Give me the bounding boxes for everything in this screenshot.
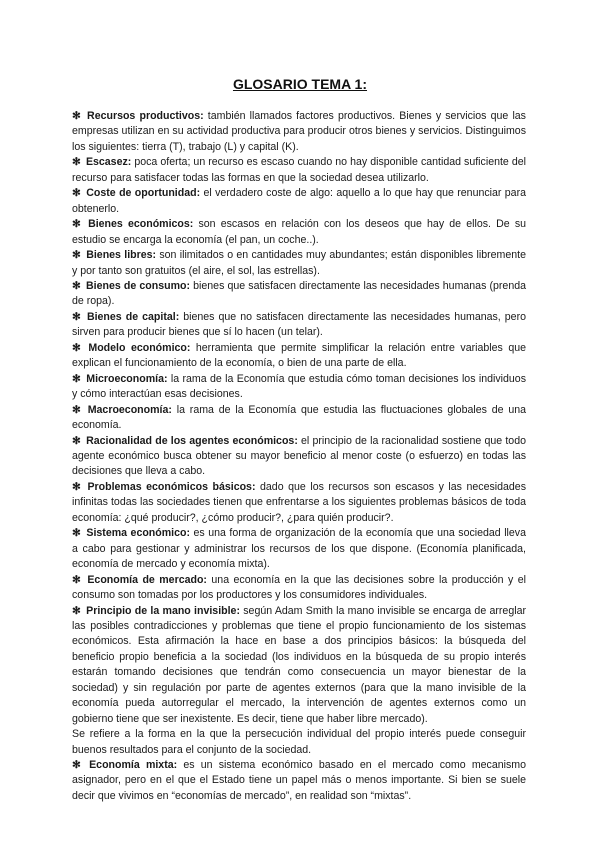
glossary-note: Se refiere a la forma en la que la persecución individual del propio interés puede conseguir buenos resultados para el conjunto de la sociedad. (72, 728, 526, 756)
glossary-term: Principio de la mano invisible: (86, 604, 240, 617)
glossary-definition: según Adam Smith la mano invisible se encarga de arreglar las posibles contradicciones y problemas que tiene el propio funcionamiento de los sistemas económicos. Esta afirmación la hace en base a dos principios básicos: la búsqueda del beneficio propio beneficia a la sociedad (los individuos en la búsqueda de su propio interés estarán tomando decisiones que tendrán como consecuencia un mayor bienestar de la sociedad) y sin regulación por parte de agentes externos (para que la mano invisible de la economía pueda autorregular el mercado, la intervención de agentes externos como un gobierno tiene que ser inexistente. Es decir, tiene que haber libre mercado). (72, 604, 526, 725)
glossary-entry (72, 186, 526, 217)
glossary-term: Macroeconomía: (87, 403, 172, 416)
glossary-definition: el principio de la racionalidad sostiene que todo agente económico busca obtener su mayor beneficio al menor coste (o esfuerzo) en todas las decisiones que lleva a cabo. (72, 434, 526, 478)
glossary-term: Coste de oportunidad: (86, 187, 201, 200)
asterisk-icon: ✻ (72, 279, 81, 292)
glossary-entry (72, 372, 526, 403)
glossary-term: Microeconomía: (86, 372, 168, 385)
glossary-term: Bienes libres: (86, 249, 157, 262)
glossary-definition: es un sistema económico basado en el mercado como mecanismo asignador, pero en el que el Estado tiene un papel más o menos importante. Si bien se suele decir que vivimos en “economías de mercado”, en realidad son “mixtas”. (72, 759, 526, 802)
glossary-term: Bienes de consumo: (86, 279, 191, 292)
glossary-entry (72, 217, 526, 248)
glossary-entry (72, 155, 526, 186)
glossary-body (72, 109, 526, 804)
glossary-definition: son escasos en relación con los deseos que hay de ellos. De su estudio se encarga la economía (el pan, un coche..). (72, 218, 527, 246)
glossary-term: Escasez: (85, 156, 132, 169)
glossary-entry (72, 310, 526, 341)
glossary-entry (72, 604, 526, 728)
glossary-entry (72, 758, 526, 804)
glossary-term: Racionalidad de los agentes económicos: (86, 434, 298, 447)
glossary-definition: bienes que no satisfacen directamente las necesidades humanas, pero sirven para producir bienes que sí lo hacen (un telar). (72, 310, 526, 339)
asterisk-icon: ✻ (72, 573, 81, 586)
asterisk-icon: ✻ (72, 480, 81, 493)
glossary-definition: la rama de la Economía que estudia las fluctuaciones globales de una economía. (72, 403, 526, 432)
glossary-definition: dado que los recursos son escasos y las necesidades infinitas todas las sociedades tienen que enfrentarse a los siguientes problemas básicos de toda economía: ¿qué producir?, ¿cómo producir?, ¿para quién producir?. (72, 480, 526, 524)
glossary-definition: también llamados factores productivos. Bienes y servicios que las empresas utilizan en su actividad productiva para producir otros bienes y servicios. Distinguimos los siguientes: tierra (T), trabajo (L) y capital (K). (72, 110, 526, 153)
glossary-definition: son ilimitados o en cantidades muy abundantes; están disponibles libremente y por tanto son gratuitos (el aire, el sol, las estrellas). (72, 249, 526, 277)
glossary-entry (72, 403, 526, 434)
glossary-term: Problemas económicos básicos: (87, 480, 256, 493)
asterisk-icon: ✻ (72, 310, 81, 323)
glossary-entry (72, 573, 526, 604)
glossary-term: Bienes de capital: (86, 310, 180, 323)
glossary-term: Bienes económicos: (88, 218, 194, 231)
asterisk-icon: ✻ (72, 156, 81, 169)
asterisk-icon: ✻ (72, 218, 81, 231)
glossary-definition: una economía en la que las decisiones sobre la producción y el consumo son tomadas por los productores y los consumidores individuales. (72, 573, 527, 602)
glossary-term: Modelo económico: (88, 341, 191, 354)
page-title: GLOSARIO TEMA 1: (232, 76, 368, 92)
asterisk-icon: ✻ (72, 759, 81, 772)
asterisk-icon: ✻ (72, 372, 81, 385)
glossary-entry (72, 526, 526, 572)
glossary-entry (72, 279, 526, 310)
glossary-definition: bienes que satisfacen directamente las necesidades humanas (prenda de ropa). (72, 279, 527, 308)
glossary-entry (72, 109, 526, 155)
glossary-entry (72, 480, 526, 526)
asterisk-icon: ✻ (72, 434, 81, 447)
asterisk-icon: ✻ (72, 341, 81, 354)
glossary-entry (72, 248, 526, 279)
glossary-definition: poca oferta; un recurso es escaso cuando no hay disponible cantidad suficiente del recurso para satisfacer todas las formas en que la sociedad desea utilizarlo. (72, 156, 526, 184)
asterisk-icon: ✻ (72, 187, 81, 200)
glossary-definition: herramienta que permite simplificar la relación entre variables que explican el funcionamiento de la economía, o bien de una parte de ella. (72, 341, 526, 370)
glossary-definition: la rama de la Economía que estudia cómo toman decisiones los individuos y cómo interactúan esas decisiones. (72, 372, 526, 401)
glossary-term: Economía mixta: (89, 759, 178, 772)
glossary-definition: es una forma de organización de la economía que una sociedad lleva a cabo para gestionar y administrar los recursos de los que dispone. (Economía planificada, economía de mercado y economía mixta). (72, 527, 526, 571)
asterisk-icon: ✻ (72, 249, 81, 262)
asterisk-icon: ✻ (72, 110, 81, 122)
glossary-entry (72, 341, 526, 372)
glossary-term: Recursos productivos: (87, 110, 204, 122)
asterisk-icon: ✻ (72, 604, 81, 617)
asterisk-icon: ✻ (72, 403, 81, 416)
glossary-term: Economía de mercado: (87, 573, 207, 586)
glossary-entry (72, 434, 526, 480)
glossary-definition: el verdadero coste de algo: aquello a lo que hay que renunciar para obtenerlo. (72, 187, 526, 215)
glossary-term: Sistema económico: (86, 527, 190, 540)
asterisk-icon: ✻ (72, 527, 81, 540)
